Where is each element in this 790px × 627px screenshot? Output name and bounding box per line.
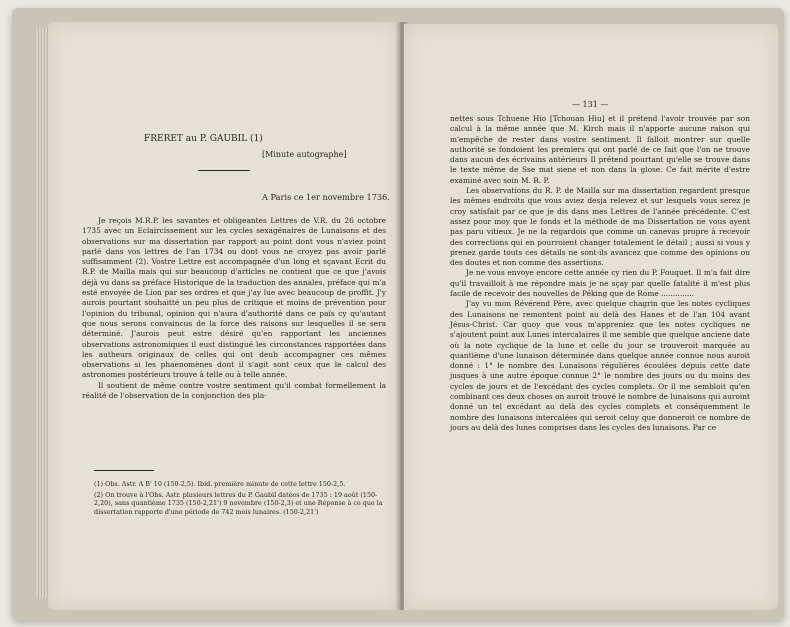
- footnote-rule: [94, 470, 154, 471]
- letter-title: FRERET au P. GAUBIL (1): [144, 134, 263, 144]
- right-paragraph: nettes sous Tchuene Hio [Tchouan Hiu] et il prétend l'avoir trouvée par son calcul à la même année que M. Kirch mais il n'apporte aucune raison qui m'empêche de rester dans vostre sentiment. Il falloit montrer sur quelle authorité se fondoient les premiers qui ont parlé de ce fait que l'on ne trouve dans aucun des écrivains antérieurs Il prétend pourtant qu'elle se trouve dans le texte même de Sse mat siene et non dans la glose. Ce fait mérite d'estre examiné avec soin M. R. P.: [450, 114, 750, 185]
- title-rule: [198, 170, 250, 171]
- footnotes: [94, 480, 384, 518]
- left-paragraph: Je reçois M.R.P. les savantes et obligeantes Lettres de V.R. du 26 octobre 1735 avec un Eclaircissement sur les cycles sexagénaires de Lunaisons et des observations sur ma dissertation par rapport au point dont vous n'aviez point parlé dans vos lettres de l'an 1734 ou dont vous ne croyez pas avoir parlé suffisamment (2). Vostre Lettre est accompagnée d'un long et sçavant Ecrit du R.P. de Mailla mais qui sur beaucoup d'articles ne contient que ce que j'avois déjà vu dans sa préface Historique de la traduction des annales, préface qui m'a esté envoyée de Lion par ses ordres et que j'ay lue avec beaucoup de proffit. J'y aurois pourtant souhaitté un peu plus de critique et moins de prévention pour l'opinion du tribunal, opinion qui n'aura d'authorité dans ce païs cy qu'autant que nous serons convaincus de la force des raisons sur lesquelles il se sera déterminé. J'aurois peut estre désiré qu'en rapportant les anciennes observations astronomiques il eust distingué les circonstances rapportées dans les autheurs originaux de celles qui ont deub accompagner ces mêmes observations si les phaenomènes dont il s'agit sont ceux que le calcul des astronomes postérieurs trouve à telle ou à telle année.: [82, 216, 386, 380]
- open-book: [12, 8, 784, 620]
- footnote: (2) On trouve à l'Obs. Astr. plusieurs lettres du P. Gaubil datées de 1735 : 19 août (150-2,20), sans quantième 1735 (150-2,21') 9 novembre (150-2,3) et une Réponse à ce que la dissertation rapporte d'une période de 742 mois lunaires. (150-2,21'): [94, 490, 383, 516]
- right-paragraph: Les observations du R. P. de Mailla sur ma dissertation regardent presque les mêmes endroits que vous aviez desja relevez et sur lesquels vous serez je croy satisfait par ce que je dis dans mes Lettres de l'année précédente. C'est assez pour moy que le fonds et la méthode de ma Dissertation ne vous ayent pas paru vitieux. Je ne la regardois que comme un canevas propre à recevoir des corrections qui en pourroient changer totalement le détail ; aussi si vous y prenez garde touts ces détails ne sont-ils avancez que comme des opinions ou des doutes et non comme des assertions.: [450, 186, 750, 268]
- letter-date: A Paris ce 1er novembre 1736.: [262, 192, 390, 202]
- footnote: (1) Obs. Astr. A B' 10 (150-2,5). Ibid. première minute de cette lettre 150-2,5.: [94, 480, 346, 488]
- right-body: [450, 114, 750, 433]
- right-page: [404, 24, 778, 610]
- left-paragraph: Il soutient de même contre vostre sentiment qu'il combat formellement la réalité de l'observation de la conjonction des pla-: [82, 380, 386, 401]
- letter-subtitle: [Minute autographe]: [262, 150, 347, 159]
- left-body: [82, 216, 386, 401]
- left-page: [48, 22, 400, 610]
- right-paragraph: Je ne vous envoye encore cette année cy rien du P. Fouquet. Il m'a fait dire qu'il travailloit à me répondre mais je ne sçay par quelle fatalité il m'est plus facile de recevoir des nouvelles de Péking que de Rome ..............: [450, 268, 750, 299]
- right-paragraph: J'ay vu mon Révérend Père, avec quelque chagrin que les notes cycliques des Lunaisons ne remontent point au delà des Hanes et de l'an 104 avant Jésus-Christ. Car quoy que vous m'appreniez que les notes cycliques ne s'ajoutent point aux Lunes intercalaires il me semble que quelque anciene date où la note cyclique de la lune et celle du jour se trouveroit marquée au quantième d'une lunaison déterminée dans quelque année connue nous auroit donné : 1° le nombre des Lunaisons régulières écoulées depuis cette date jusques à une autre époque connue 2° le nombre des jours ou du moins des cycles de jours et de l'excédant des cycles complets. Or il me sembloit qu'en combinant ces deux choses on auroit trouvé le nombre de lunaisons qui auroint donné un tel excédant au delà des cycles complets et conséquemment le nombre des lunaisons intercalées qui seroit celuy que donneroit ce nombre de jours au delà des lunes comprises dans les cycles des lunaisons. Par ce: [450, 299, 750, 432]
- page-number: — 131 —: [572, 100, 609, 109]
